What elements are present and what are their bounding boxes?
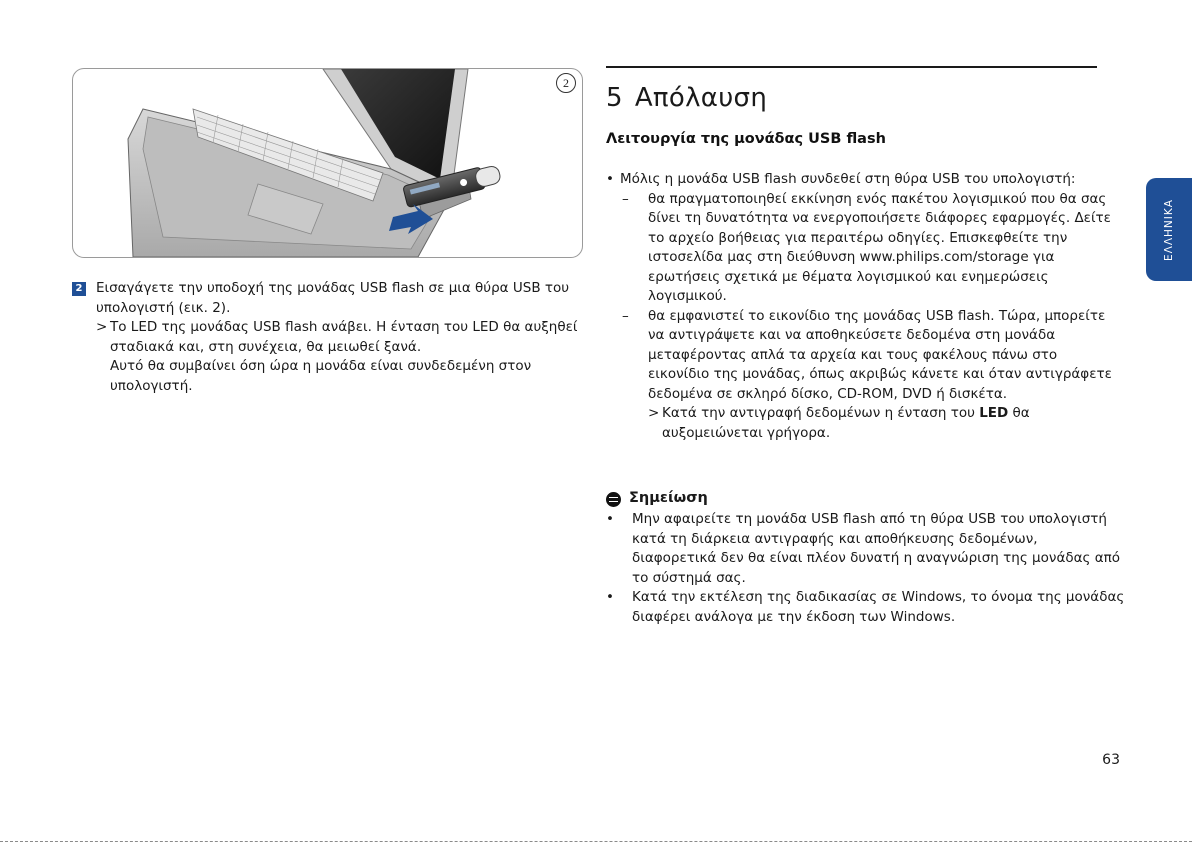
page-number: 63 xyxy=(1102,752,1120,768)
sub-marker: > xyxy=(648,405,660,421)
sub-marker: > xyxy=(96,319,108,335)
laptop-usb-illustration xyxy=(73,69,582,257)
bullet-marker: • xyxy=(606,511,614,527)
step-badge: 2 xyxy=(72,282,86,296)
step-text: Εισαγάγετε την υποδοχή της μονάδας USB flash σε μια θύρα USB του υπολογιστή (εικ. 2). xyxy=(96,280,570,316)
dash-marker: – xyxy=(622,190,629,207)
section-heading: Λειτουργία της μονάδας USB flash xyxy=(606,131,886,147)
sub-result xyxy=(648,404,1126,443)
note-item xyxy=(606,510,1126,588)
figure-number: 2 xyxy=(556,73,576,93)
note-header xyxy=(606,488,1126,510)
dash-item xyxy=(620,307,1126,405)
sub-pre: Κατά την αντιγραφή δεδομένων η ένταση του xyxy=(662,405,975,421)
note-item xyxy=(606,588,1126,627)
note-icon xyxy=(606,492,621,507)
left-column xyxy=(72,279,582,396)
dash-marker: – xyxy=(622,307,629,324)
bullet-marker: • xyxy=(606,589,614,605)
chapter-title-text: Απόλαυση xyxy=(634,83,768,113)
step-result-text-2: Αυτό θα συμβαίνει όση ώρα η μονάδα είναι συνδεδεμένη στον υπολογιστή. xyxy=(110,358,532,394)
chapter-rule xyxy=(606,66,1097,68)
dash-text: θα πραγματοποιηθεί εκκίνηση ενός πακέτου λογισμικού που θα σας δίνει τη δυνατότητα να ενεργοποιήσετε διάφορες εφαρμογές. Δείτε το αρχείο βοήθειας για περαιτέρω οδηγίες. Επισκεφθείτε την ιστοσελίδα μας στη διεύθυνση www.philips.com/storage για ερωτήσεις σχετικά με θέματα λογισμικού και ενημερώσεις λογισμικού. xyxy=(648,190,1111,304)
bullet-marker: • xyxy=(606,171,614,187)
step-result xyxy=(96,318,582,357)
sub-result-text xyxy=(662,404,1102,443)
note-block xyxy=(606,488,1126,627)
step-result-text: Το LED της μονάδας USB flash ανάβει. Η ένταση του LED θα αυξηθεί σταδιακά και, στη συνέχεια, θα μειωθεί ξανά. xyxy=(110,319,578,355)
language-tab xyxy=(1146,178,1192,281)
language-tab-label: ΕΛΛΗΝΙΚΑ xyxy=(1163,198,1175,261)
led-bold: LED xyxy=(979,405,1009,421)
note-title: Σημείωση xyxy=(629,490,708,507)
figure-laptop-usb xyxy=(72,68,583,258)
note-item-text: Κατά την εκτέλεση της διαδικασίας σε Windows, το όνομα της μονάδας διαφέρει ανάλογα με την έκδοση των Windows. xyxy=(632,589,1125,625)
note-item-text: Μην αφαιρείτε τη μονάδα USB flash από τη θύρα USB του υπολογιστή κατά τη διάρκεια αντιγραφής και αποθήκευσης δεδομένων, διαφορετικά δεν θα είναι πλέον δυνατή η αναγνώριση της μονάδας από το σύστημά σας. xyxy=(632,511,1121,586)
dash-item xyxy=(620,190,1126,307)
dash-text: θα εμφανιστεί το εικονίδιο της μονάδας USB flash. Τώρα, μπορείτε να αντιγράψετε και να αποθηκεύσετε δεδομένα στη μονάδα μεταφέροντας απλά τα αρχεία και τους φακέλους πάνω στο εικονίδιο της μονάδας, όπως ακριβώς κάνετε και όταν αντιγράφετε δεδομένα σε σκληρό δίσκο, CD-ROM, DVD ή δισκέτα. xyxy=(648,307,1112,402)
bullet-text: Μόλις η μονάδα USB flash συνδεθεί στη θύρα USB του υπολογιστή: xyxy=(620,171,1076,187)
sub-post: θα αυξομειώνεται γρήγορα. xyxy=(662,405,1030,441)
right-column xyxy=(606,170,1126,443)
chapter-title xyxy=(606,81,767,115)
bullet-item xyxy=(606,170,1126,190)
chapter-number: 5 xyxy=(606,83,623,113)
page-bottom-rule xyxy=(0,841,1192,842)
